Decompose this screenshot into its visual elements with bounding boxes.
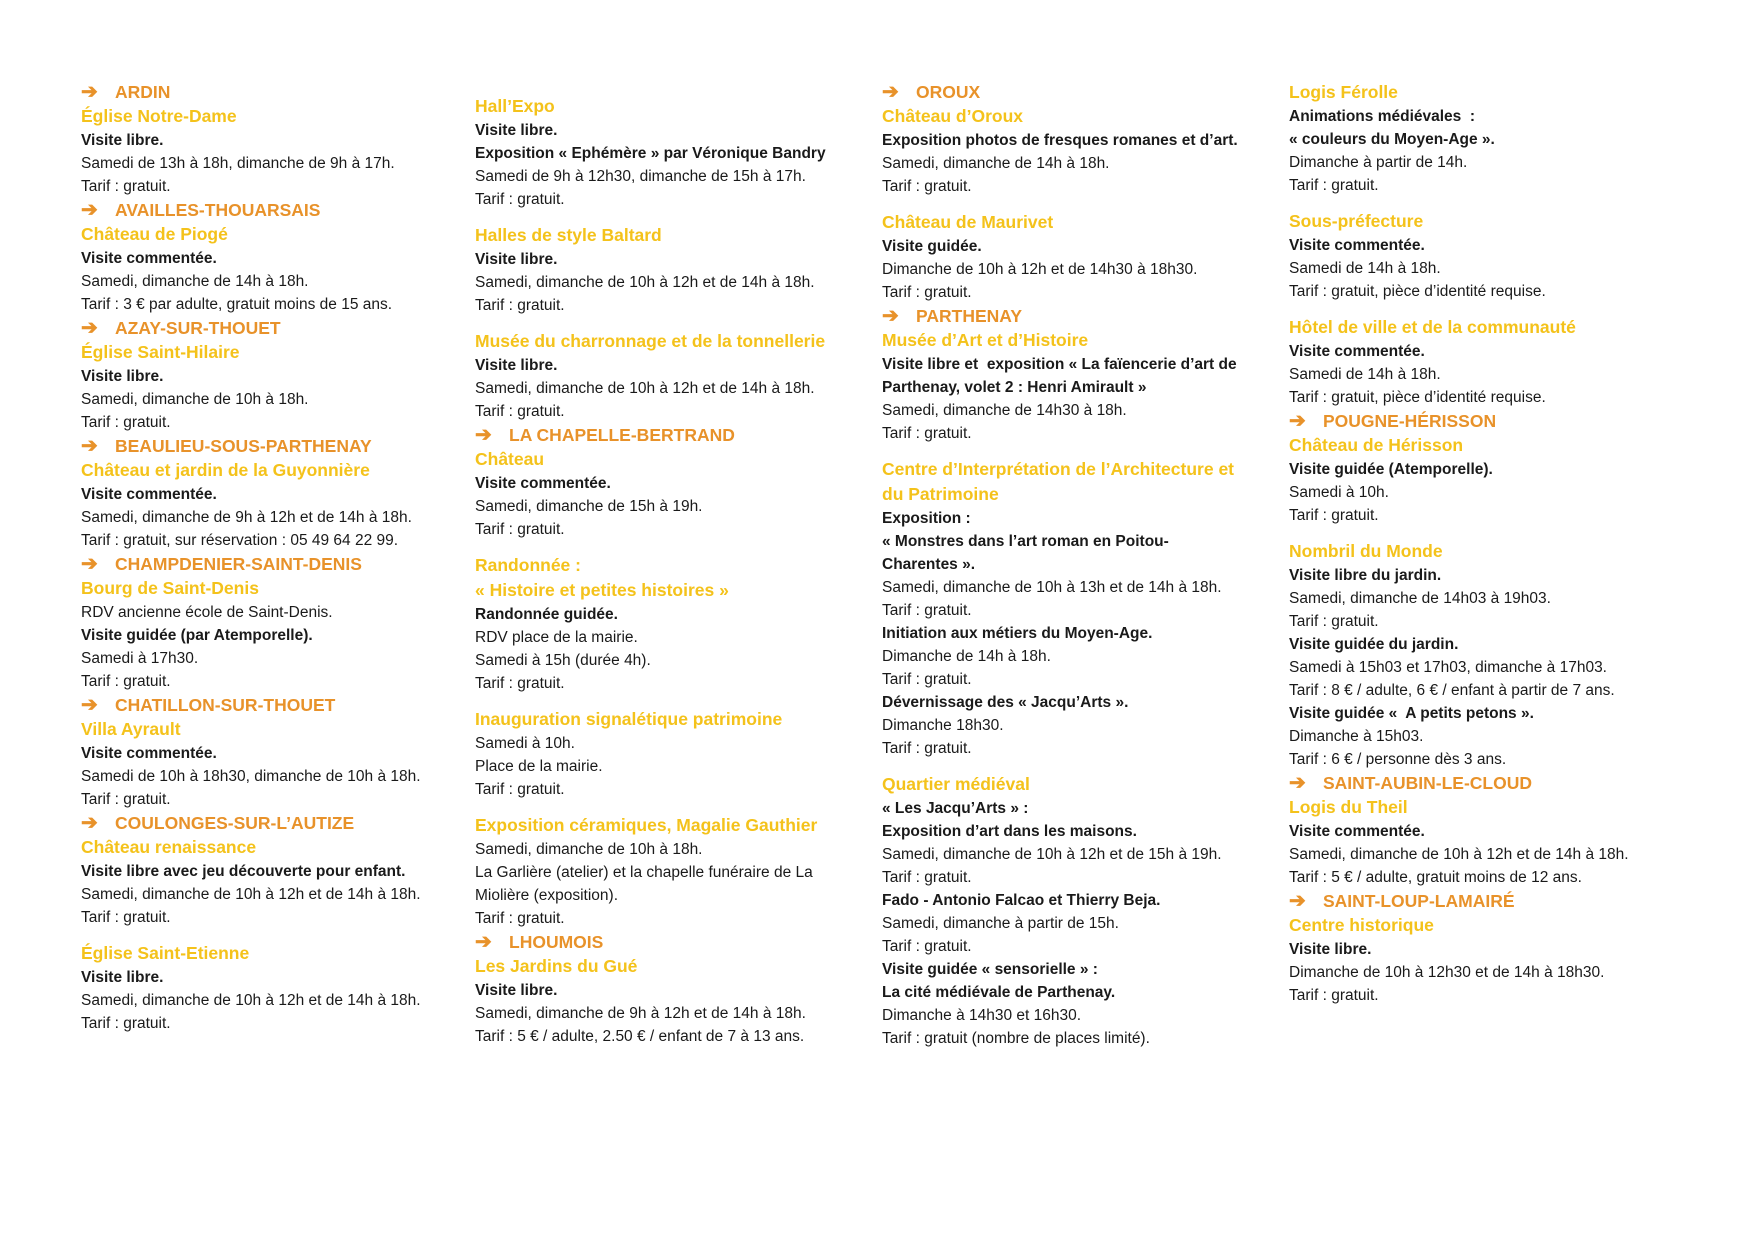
event-title: Exposition photos de fresques romanes et d’art.: [882, 132, 1238, 149]
venue-block: [475, 94, 826, 211]
town-name: CHAMPDENIER-SAINT-DENIS: [115, 554, 362, 574]
event-detail: Dimanche à 15h03.: [1289, 728, 1424, 745]
event-title: Visite commentée.: [1289, 823, 1425, 840]
venue-block: [882, 772, 1238, 1050]
town-heading: [81, 434, 421, 458]
event-title: La cité médiévale de Parthenay.: [882, 984, 1116, 1001]
town-name: LA CHAPELLE-BERTRAND: [509, 425, 735, 445]
venue-name: Villa Ayrault: [81, 719, 181, 739]
event-detail: Samedi de 14h à 18h.: [1289, 260, 1441, 277]
event-title: Visite libre.: [475, 122, 558, 139]
venue-name: Château renaissance: [81, 837, 257, 857]
event-detail: Samedi, dimanche de 14h03 à 19h03.: [1289, 590, 1551, 607]
event-detail: Samedi, dimanche de 14h à 18h.: [882, 155, 1110, 172]
venue-block: [81, 811, 421, 929]
event-detail: Samedi, dimanche de 9h à 12h et de 14h à 18h.: [475, 1005, 806, 1022]
event-title: « Les Jacqu’Arts » :: [882, 800, 1029, 817]
venue-name: Logis du Theil: [1289, 797, 1408, 817]
event-detail: Tarif : gratuit.: [81, 1015, 171, 1032]
event-detail: Tarif : gratuit.: [475, 403, 565, 420]
arrow-right-icon: ➔: [1289, 772, 1306, 794]
town-name: BEAULIEU-SOUS-PARTHENAY: [115, 436, 372, 456]
event-detail: Samedi, dimanche de 10h à 18h.: [81, 391, 309, 408]
town-name: ARDIN: [115, 82, 171, 102]
venue-block: [475, 707, 826, 801]
town-name: LHOUMOIS: [509, 932, 604, 952]
event-detail: Place de la mairie.: [475, 758, 603, 775]
town-heading: [81, 811, 421, 835]
event-detail: Tarif : gratuit.: [81, 178, 171, 195]
event-detail: Tarif : 6 € / personne dès 3 ans.: [1289, 751, 1507, 768]
event-detail: Dimanche de 10h à 12h30 et de 14h à 18h30.: [1289, 964, 1605, 981]
event-detail: Tarif : gratuit.: [475, 297, 565, 314]
venue-name: Quartier médiéval: [882, 774, 1030, 794]
venue-block: [81, 434, 421, 552]
event-detail: Tarif : gratuit.: [81, 673, 171, 690]
event-title: Parthenay, volet 2 : Henri Amirault »: [882, 379, 1147, 396]
arrow-right-icon: ➔: [81, 199, 98, 221]
town-name: AZAY-SUR-THOUET: [115, 318, 281, 338]
venue-block: [1289, 80, 1629, 197]
event-title: Visite guidée (Atemporelle).: [1289, 461, 1493, 478]
event-detail: Samedi à 15h03 et 17h03, dimanche à 17h03.: [1289, 659, 1607, 676]
event-detail: Tarif : gratuit.: [882, 284, 972, 301]
event-detail: Tarif : gratuit.: [882, 869, 972, 886]
town-name: OROUX: [916, 82, 981, 102]
event-title: Visite libre et exposition « La faïencerie d’art de: [882, 356, 1237, 373]
venue-block: [1289, 209, 1629, 303]
event-title: Animations médiévales :: [1289, 108, 1476, 125]
arrow-right-icon: ➔: [475, 424, 492, 446]
event-title: Exposition d’art dans les maisons.: [882, 823, 1137, 840]
venue-name: Centre historique: [1289, 915, 1434, 935]
event-detail: Samedi de 13h à 18h, dimanche de 9h à 17h.: [81, 155, 395, 172]
venue-name: Hôtel de ville et de la communauté: [1289, 317, 1576, 337]
event-title: Visite libre du jardin.: [1289, 567, 1442, 584]
town-heading: [882, 80, 1238, 104]
venue-block: [475, 553, 826, 695]
town-heading: [81, 80, 421, 104]
event-detail: Tarif : gratuit.: [475, 675, 565, 692]
venue-block: [882, 457, 1238, 760]
venue-block: [1289, 315, 1629, 409]
event-detail: Tarif : gratuit.: [1289, 987, 1379, 1004]
event-title: Visite libre.: [475, 982, 558, 999]
venue-block: [81, 941, 421, 1035]
event-title: « couleurs du Moyen-Age ».: [1289, 131, 1495, 148]
event-detail: Miolière (exposition).: [475, 887, 618, 904]
event-detail: Samedi, dimanche de 10h à 12h et de 15h à 19h.: [882, 846, 1222, 863]
venue-block: [81, 198, 421, 316]
venue-block: [882, 80, 1238, 198]
town-name: AVAILLES-THOUARSAIS: [115, 200, 321, 220]
event-detail: Tarif : gratuit.: [81, 414, 171, 431]
event-title: Visite libre.: [475, 251, 558, 268]
venue-block: [1289, 409, 1629, 527]
event-detail: Samedi à 10h.: [475, 735, 575, 752]
event-detail: Tarif : gratuit.: [882, 178, 972, 195]
event-detail: Samedi, dimanche de 10h à 13h et de 14h à 18h.: [882, 579, 1222, 596]
venue-name: Église Saint-Etienne: [81, 943, 250, 963]
arrow-right-icon: ➔: [1289, 890, 1306, 912]
event-detail: Tarif : gratuit.: [882, 671, 972, 688]
venue-block: [81, 316, 421, 434]
event-detail: Tarif : gratuit.: [81, 909, 171, 926]
event-detail: RDV place de la mairie.: [475, 629, 638, 646]
event-detail: Samedi, dimanche de 10h à 12h et de 14h à 18h.: [475, 274, 815, 291]
venue-name: Randonnée : « Histoire et petites histoires »: [475, 555, 729, 600]
event-title: Visite libre.: [81, 969, 164, 986]
venue-name: Sous-préfecture: [1289, 211, 1424, 231]
town-name: CHATILLON-SUR-THOUET: [115, 695, 336, 715]
event-detail: Tarif : 5 € / adulte, gratuit moins de 12 ans.: [1289, 869, 1582, 886]
venue-block: [81, 693, 421, 811]
venue-block: [1289, 539, 1629, 771]
town-name: POUGNE-HÉRISSON: [1323, 411, 1497, 431]
event-detail: Samedi, dimanche de 10h à 12h et de 14h à 18h.: [1289, 846, 1629, 863]
arrow-right-icon: ➔: [882, 305, 899, 327]
event-title: Visite libre.: [1289, 941, 1372, 958]
event-title: Initiation aux métiers du Moyen-Age.: [882, 625, 1153, 642]
venue-name: Centre d’Interprétation de l’Architecture et du Patrimoine: [882, 459, 1235, 504]
venue-block: [1289, 889, 1629, 1007]
event-detail: Samedi, dimanche de 14h30 à 18h.: [882, 402, 1127, 419]
column-2: [475, 94, 826, 1048]
arrow-right-icon: ➔: [1289, 410, 1306, 432]
event-detail: Tarif : gratuit.: [475, 521, 565, 538]
event-detail: Dimanche de 14h à 18h.: [882, 648, 1051, 665]
event-detail: Samedi, dimanche de 10h à 12h et de 14h à 18h.: [81, 992, 421, 1009]
event-detail: Samedi à 15h (durée 4h).: [475, 652, 651, 669]
event-detail: Tarif : gratuit, pièce d’identité requise.: [1289, 389, 1546, 406]
town-heading: [81, 693, 421, 717]
event-detail: Tarif : gratuit, sur réservation : 05 49 64 22 99.: [81, 532, 399, 549]
venue-block: [475, 813, 826, 930]
venue-name: Église Saint-Hilaire: [81, 342, 240, 362]
event-detail: Dimanche 18h30.: [882, 717, 1004, 734]
event-detail: Tarif : gratuit.: [475, 191, 565, 208]
event-detail: Samedi, dimanche de 9h à 12h et de 14h à 18h.: [81, 509, 412, 526]
event-detail: Samedi, dimanche de 15h à 19h.: [475, 498, 703, 515]
event-title: Visite commentée.: [81, 250, 217, 267]
event-detail: Samedi de 9h à 12h30, dimanche de 15h à 17h.: [475, 168, 806, 185]
event-detail: Tarif : gratuit, pièce d’identité requise.: [1289, 283, 1546, 300]
arrow-right-icon: ➔: [81, 317, 98, 339]
town-heading: [81, 198, 421, 222]
town-heading: [81, 552, 421, 576]
event-detail: Samedi à 10h.: [1289, 484, 1389, 501]
event-detail: Dimanche de 10h à 12h et de 14h30 à 18h30.: [882, 261, 1198, 278]
venue-block: [475, 423, 826, 541]
town-heading: [882, 304, 1238, 328]
event-title: Visite commentée.: [1289, 343, 1425, 360]
town-heading: [81, 316, 421, 340]
arrow-right-icon: ➔: [475, 931, 492, 953]
event-title: Randonnée guidée.: [475, 606, 618, 623]
event-title: Visite commentée.: [81, 745, 217, 762]
arrow-right-icon: ➔: [882, 81, 899, 103]
town-heading: [1289, 409, 1629, 433]
town-heading: [1289, 771, 1629, 795]
event-detail: Tarif : gratuit.: [475, 781, 565, 798]
column-1: [81, 80, 421, 1035]
town-heading: [475, 423, 826, 447]
event-detail: Tarif : gratuit.: [1289, 507, 1379, 524]
event-title: Visite libre.: [81, 132, 164, 149]
event-detail: Samedi, dimanche de 10h à 18h.: [475, 841, 703, 858]
event-title: Visite guidée (par Atemporelle).: [81, 627, 313, 644]
town-name: SAINT-LOUP-LAMAIRÉ: [1323, 891, 1515, 911]
event-title: Visite commentée.: [475, 475, 611, 492]
venue-block: [475, 329, 826, 423]
venue-name: Nombril du Monde: [1289, 541, 1443, 561]
event-detail: Tarif : 3 € par adulte, gratuit moins de 15 ans.: [81, 296, 393, 313]
venue-block: [81, 552, 421, 693]
event-title: Exposition :: [882, 510, 971, 527]
venue-name: Château et jardin de la Guyonnière: [81, 460, 370, 480]
venue-block: [1289, 771, 1629, 889]
event-detail: Tarif : gratuit.: [1289, 177, 1379, 194]
event-title: Visite guidée « sensorielle » :: [882, 961, 1098, 978]
venue-name: Logis Férolle: [1289, 82, 1398, 102]
event-detail: Samedi, dimanche de 10h à 12h et de 14h à 18h.: [81, 886, 421, 903]
event-title: Fado - Antonio Falcao et Thierry Beja.: [882, 892, 1161, 909]
event-detail: Tarif : gratuit.: [475, 910, 565, 927]
event-detail: Samedi de 10h à 18h30, dimanche de 10h à 18h.: [81, 768, 421, 785]
venue-name: Église Notre-Dame: [81, 106, 237, 126]
town-heading: [475, 930, 826, 954]
arrow-right-icon: ➔: [81, 435, 98, 457]
arrow-right-icon: ➔: [81, 81, 98, 103]
venue-name: Hall’Expo: [475, 96, 555, 116]
venue-block: [475, 223, 826, 317]
event-detail: Samedi, dimanche de 10h à 12h et de 14h à 18h.: [475, 380, 815, 397]
event-detail: Samedi, dimanche à partir de 15h.: [882, 915, 1119, 932]
arrow-right-icon: ➔: [81, 812, 98, 834]
town-name: COULONGES-SUR-L’AUTIZE: [115, 813, 355, 833]
town-name: PARTHENAY: [916, 306, 1022, 326]
event-detail: Tarif : gratuit.: [882, 602, 972, 619]
venue-name: Exposition céramiques, Magalie Gauthier: [475, 815, 818, 835]
event-detail: Tarif : gratuit.: [1289, 613, 1379, 630]
event-detail: La Garlière (atelier) et la chapelle funéraire de La: [475, 864, 813, 881]
event-detail: Tarif : 8 € / adulte, 6 € / enfant à partir de 7 ans.: [1289, 682, 1615, 699]
event-detail: Dimanche à 14h30 et 16h30.: [882, 1007, 1082, 1024]
venue-name: Château de Hérisson: [1289, 435, 1464, 455]
event-detail: Tarif : 5 € / adulte, 2.50 € / enfant de 7 à 13 ans.: [475, 1028, 805, 1045]
event-detail: Tarif : gratuit.: [81, 791, 171, 808]
event-title: Visite guidée « A petits petons ».: [1289, 705, 1534, 722]
event-detail: Tarif : gratuit (nombre de places limité).: [882, 1030, 1150, 1047]
event-title: Visite libre avec jeu découverte pour enfant.: [81, 863, 406, 880]
arrow-right-icon: ➔: [81, 694, 98, 716]
town-name: SAINT-AUBIN-LE-CLOUD: [1323, 773, 1533, 793]
venue-name: Château d’Oroux: [882, 106, 1023, 126]
event-detail: Tarif : gratuit.: [882, 425, 972, 442]
event-title: Visite commentée.: [81, 486, 217, 503]
venue-block: [882, 210, 1238, 304]
venue-name: Musée du charronnage et de la tonnellerie: [475, 331, 826, 351]
event-detail: Dimanche à partir de 14h.: [1289, 154, 1468, 171]
event-title: Visite guidée.: [882, 238, 982, 255]
event-title: Dévernissage des « Jacqu’Arts ».: [882, 694, 1129, 711]
event-detail: Samedi de 14h à 18h.: [1289, 366, 1441, 383]
event-title: Charentes ».: [882, 556, 976, 573]
town-heading: [1289, 889, 1629, 913]
event-detail: RDV ancienne école de Saint-Denis.: [81, 604, 333, 621]
event-title: « Monstres dans l’art roman en Poitou-: [882, 533, 1169, 550]
venue-name: Bourg de Saint-Denis: [81, 578, 259, 598]
venue-block: [81, 80, 421, 198]
event-detail: Tarif : gratuit.: [882, 740, 972, 757]
event-title: Exposition « Ephémère » par Véronique Bandry: [475, 145, 826, 162]
venue-block: [475, 930, 826, 1048]
venue-name: Château: [475, 449, 545, 469]
event-detail: Samedi à 17h30.: [81, 650, 199, 667]
column-4: [1289, 80, 1629, 1007]
venue-block: [882, 304, 1238, 445]
venue-name: Château de Maurivet: [882, 212, 1054, 232]
event-title: Visite guidée du jardin.: [1289, 636, 1459, 653]
event-detail: Tarif : gratuit.: [882, 938, 972, 955]
event-title: Visite libre.: [475, 357, 558, 374]
venue-name: Halles de style Baltard: [475, 225, 662, 245]
venue-name: Musée d’Art et d’Histoire: [882, 330, 1089, 350]
venue-name: Inauguration signalétique patrimoine: [475, 709, 783, 729]
column-3: [882, 80, 1238, 1050]
arrow-right-icon: ➔: [81, 553, 98, 575]
event-detail: Samedi, dimanche de 14h à 18h.: [81, 273, 309, 290]
event-title: Visite libre.: [81, 368, 164, 385]
venue-name: Château de Piogé: [81, 224, 228, 244]
venue-name: Les Jardins du Gué: [475, 956, 638, 976]
event-title: Visite commentée.: [1289, 237, 1425, 254]
